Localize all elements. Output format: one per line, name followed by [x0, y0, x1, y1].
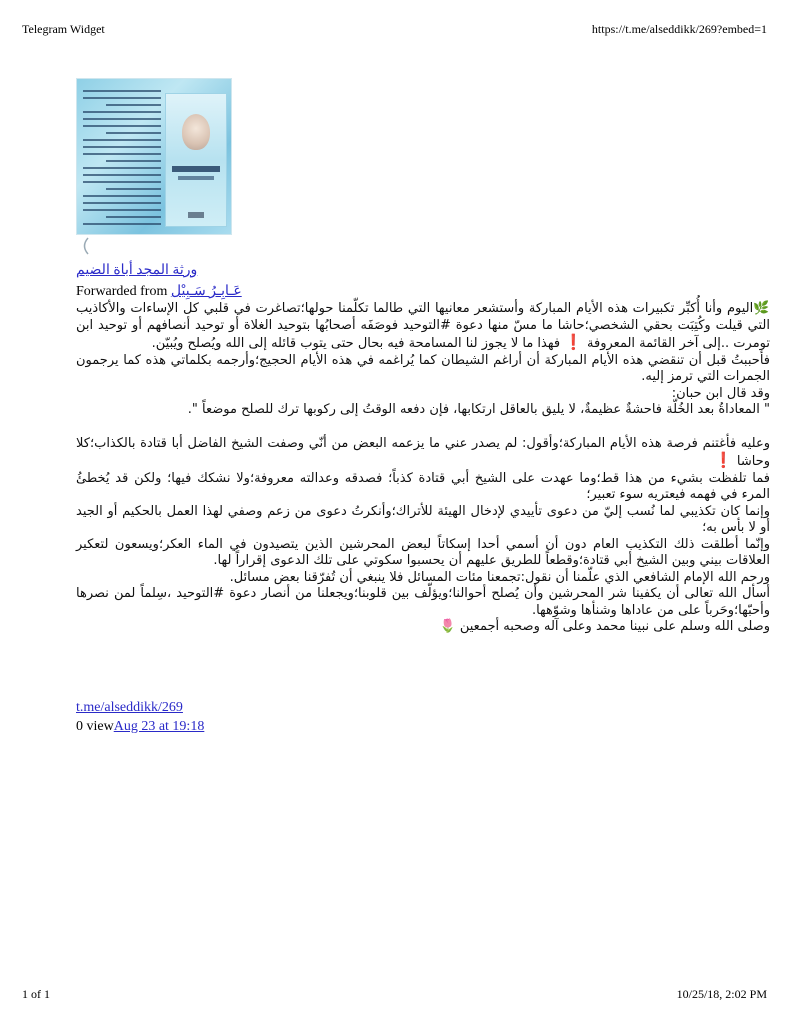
- channel-name-link[interactable]: ورثة المجد أباة الضيم: [76, 263, 198, 278]
- exclamation-icon: ❗: [564, 333, 583, 351]
- page-number: 1 of 1: [22, 987, 50, 1001]
- post-url-link[interactable]: t.me/alseddikk/269: [76, 700, 183, 715]
- paragraph-text: وإنما كان تكذيبي لما نُسب إليّ من دعوى تأييدي لإدخال الهيئة للأتراك؛وأنكرتُ دعوى من زعم وصفي لهذا العمل بالحكيم أو الجيد أو لا بأس به؛: [76, 503, 770, 535]
- message-paragraph: [76, 386, 770, 403]
- message-paragraph: [76, 619, 770, 636]
- message-body: [76, 301, 770, 636]
- paragraph-text: " المعاداةُ بعد الخُلّة فاحشةٌ عظيمةٌ، لا يليق بالعاقل ارتكابها، فإن دفعه الوقتُ إلى ركوبها ترك للصلح موضعاً ".: [187, 402, 770, 417]
- print-header-url: https://t.me/alseddikk/269?embed=1: [591, 22, 767, 36]
- leaf-icon: 🌿: [753, 301, 771, 316]
- paragraph-text: فما تلفظت بشيء من هذا قط؛وما عهدت على الشيخ أبي قتادة كذباً؛ فصدقه وعدالته معروفة؛ولا نشكك فيها؛ ولكن قد يُخطئُ المرء في فهمه فيعتريه سوء تعبير؛: [76, 470, 770, 502]
- message-paragraph: [76, 586, 770, 619]
- message-paragraph: [76, 402, 770, 419]
- forwarded-label: Forwarded from: [76, 284, 168, 299]
- print-header-title: Telegram Widget: [22, 22, 105, 36]
- forwarded-line: [76, 283, 242, 300]
- paragraph-text: وإنّما أطلقت ذلك التكذيب العام دون أن أسمي أحدا إسكاتاً لبعض المحرشين الذين يتصيدون في الماء العكر؛ويسعون لتعكير العلاقات بيني وبين الشيخ أبي قتادة؛وقطعاً للطريق عليهم أن يحسبوا سكوتي على تلك الدعوى إقراراً لها.: [76, 536, 770, 568]
- message-paragraph: [76, 353, 770, 386]
- message-paragraph: [76, 504, 770, 537]
- exclamation-icon: ❗: [714, 451, 733, 469]
- message-paragraph: [76, 301, 770, 353]
- view-count: 0 view: [76, 719, 114, 734]
- message-paragraph: [76, 436, 770, 471]
- image-text-block: [83, 85, 161, 225]
- post-meta: [76, 719, 204, 735]
- paragraph-text: وقد قال ابن حبان:: [671, 385, 770, 401]
- paragraph-text: فأحببتُ قبل أن تنقضي هذه الأيام المباركة أن أراغم الشيطان كما يُراغمه في هذه الأيام الحجيج؛وأرجمه بكلماتي هذه كما يرجمون الجمرات التي ترمز إليه.: [76, 352, 770, 384]
- book-cover: [165, 93, 227, 227]
- portrait: [182, 114, 210, 150]
- paragraph-text: وصلى الله وسلم على نبينا محمد وعلى آله وصحبه أجمعين: [459, 619, 770, 634]
- bracket-icon: [78, 237, 92, 255]
- message-paragraph: [76, 537, 770, 570]
- paragraph-text-tail: فهذا ما لا يجوز لنا المسامحة فيه بحال حتى يتوب قائله إلى الله ويُصلح ويُبيّن.: [151, 336, 561, 351]
- post-date-link[interactable]: Aug 23 at 19:18: [113, 719, 205, 734]
- post-image[interactable]: [76, 78, 232, 235]
- message-paragraph: [76, 570, 770, 587]
- paragraph-text: أسأل الله تعالى أن يكفينا شر المحرشين وأن يُصلح أحوالنا؛ويؤلّف بين قلوبنا؛ويجعلنا من أنصار دعوة #التوحيد ،سِلماً لمن نصرها وأحبّها؛وحَرباً على من عاداها وشنأها وشوّهها.: [76, 586, 770, 618]
- message-paragraph: [76, 471, 770, 504]
- paragraph-text: اليوم وأنا أُكبِّر تكبيرات هذه الأيام المباركة وأستشعر معانيها التي طالما تكلّمنا حولها؛تصاغرت في قلبي كل الإساءات والأكاذيب التي قيلت وكُتِبَت بحقي الشخصي؛حاشا ما مسّ منها دعوة #التوحيد فوصَفَه أصحابُها بتوحيد الغلاة أو توحيد أنصافهم أو توحيد ابن تومرت ..إلى آخر القائمة المعروفة: [76, 301, 770, 351]
- forwarded-source-link[interactable]: عَـابِـرُ سَـبِيْل: [170, 284, 242, 299]
- flower-icon: 🌷: [439, 619, 456, 634]
- paragraph-text: وعليه فأغتنم فرصة هذه الأيام المباركة؛وأقول: لم يصدر عني ما يزعمه البعض من أنّي وصفت الشيخ الفاضل أبا قتادة بالكذاب؛كلا وحاشا: [76, 435, 770, 469]
- paragraph-text: ورحم الله الإمام الشافعي الذي علّمنا أن نقول:تجمعنا مئات المسائل فلا ينبغي أن تُفرّقنا بعض مسائل.: [229, 569, 770, 585]
- print-timestamp: 10/25/18, 2:02 PM: [676, 987, 767, 1001]
